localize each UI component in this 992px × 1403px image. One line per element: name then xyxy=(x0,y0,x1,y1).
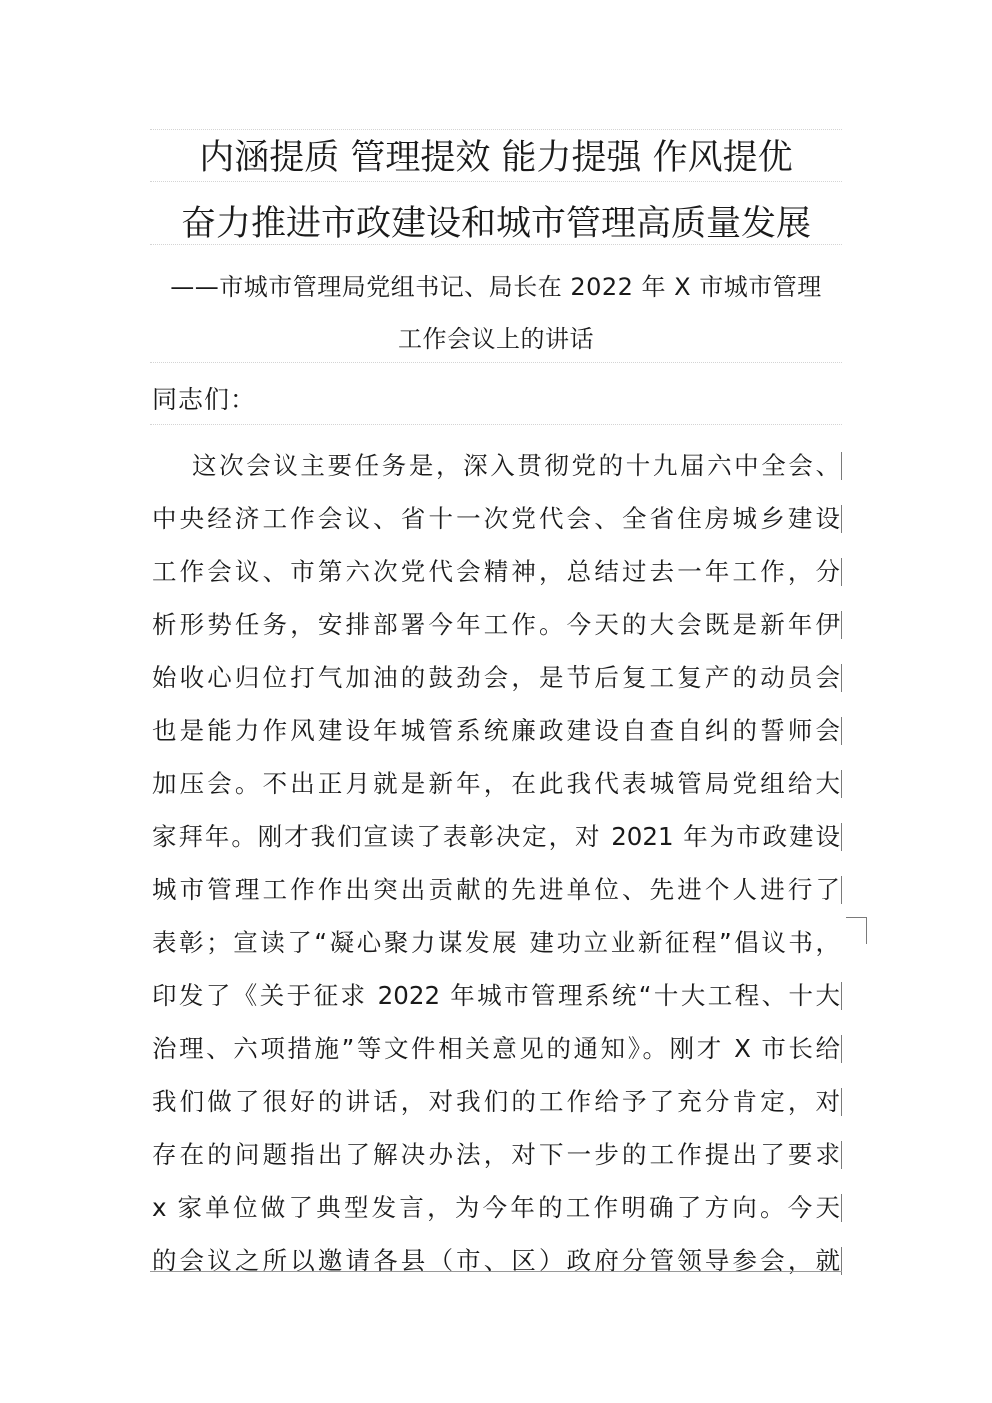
bottom-rule xyxy=(150,1271,842,1272)
document-subtitle-line-2: 工作会议上的讲话 xyxy=(398,325,594,353)
margin-mark xyxy=(841,1088,842,1116)
margin-mark xyxy=(841,664,842,692)
margin-mark xyxy=(841,505,842,533)
body-line: 这次会议主要任务是，深入贯彻党的十九届六中全会、 xyxy=(192,451,840,480)
body-line: 也是能力作风建设年城管系统廉政建设自查自纠的誓师会 xyxy=(152,716,840,745)
body-line: 中央经济工作会议、省十一次党代会、全省住房城乡建设 xyxy=(152,504,840,533)
guide-rule xyxy=(150,362,842,363)
guide-rule xyxy=(150,244,842,245)
margin-mark xyxy=(841,717,842,745)
body-line: 工作会议、市第六次党代会精神，总结过去一年工作，分 xyxy=(152,557,840,586)
body-line: 析形势任务，安排部署今年工作。今天的大会既是新年伊 xyxy=(152,610,840,639)
margin-mark xyxy=(841,982,842,1010)
body-line: x 家单位做了典型发言，为今年的工作明确了方向。今天 xyxy=(152,1193,840,1222)
document-subtitle-line-1: ——市城市管理局党组书记、局长在 2022 年 X 市城市管理 xyxy=(170,273,822,301)
body-line: 始收心归位打气加油的鼓劲会，是节后复工复产的动员会 xyxy=(152,663,840,692)
body-line: 存在的问题指出了解决办法，对下一步的工作提出了要求 xyxy=(152,1140,840,1169)
document-title-line-2: 奋力推进市政建设和城市管理高质量发展 xyxy=(180,204,811,244)
document-title-line-1: 内涵提质 管理提效 能力提强 作风提优 xyxy=(199,138,793,178)
margin-mark xyxy=(841,1141,842,1169)
guide-rule xyxy=(150,424,842,425)
margin-mark xyxy=(841,876,842,904)
salutation: 同志们： xyxy=(152,385,257,414)
margin-mark xyxy=(841,1194,842,1222)
body-line: 的会议之所以邀请各县（市、区）政府分管领导参会，就 xyxy=(152,1246,840,1275)
guide-rule xyxy=(150,129,842,130)
body-line: 家拜年。刚才我们宣读了表彰决定，对 2021 年为市政建设 xyxy=(152,822,840,851)
body-line: 印发了《关于征求 2022 年城市管理系统“十大工程、十大 xyxy=(152,981,840,1010)
guide-rule xyxy=(150,181,842,182)
margin-mark xyxy=(841,611,842,639)
body-line: 我们做了很好的讲话，对我们的工作给予了充分肯定，对 xyxy=(152,1087,840,1116)
body-line: 治理、六项措施”等文件相关意见的通知》。刚才 X 市长给 xyxy=(152,1034,840,1063)
margin-corner-mark xyxy=(846,917,867,944)
margin-mark xyxy=(841,452,842,480)
margin-mark xyxy=(841,558,842,586)
margin-mark xyxy=(841,1035,842,1063)
margin-mark xyxy=(841,823,842,851)
body-line: 表彰；宣读了“凝心聚力谋发展 建功立业新征程”倡议书， xyxy=(152,928,840,957)
margin-mark xyxy=(841,770,842,798)
body-line: 城市管理工作作出突出贡献的先进单位、先进个人进行了 xyxy=(152,875,840,904)
body-line: 加压会。不出正月就是新年，在此我代表城管局党组给大 xyxy=(152,769,840,798)
